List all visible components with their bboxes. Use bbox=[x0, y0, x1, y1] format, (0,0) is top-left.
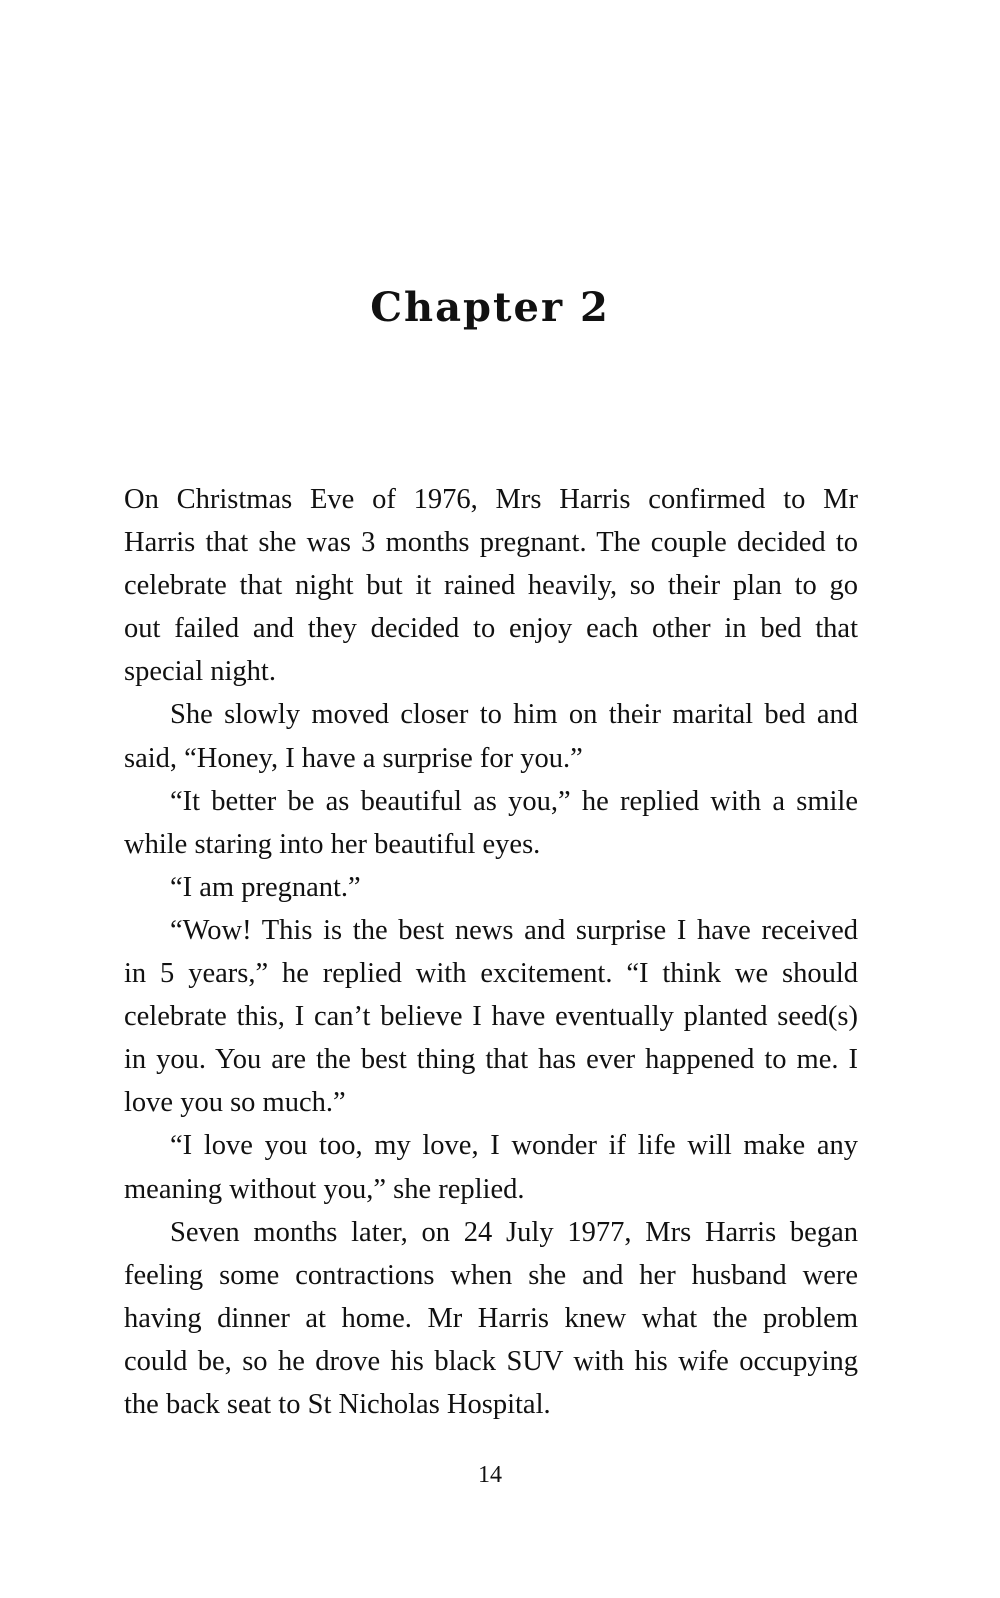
text-line: “I am pregnant.” bbox=[170, 871, 361, 903]
chapter-title: Chapter 2 bbox=[370, 284, 610, 331]
text-line: Harris that she was 3 months pregnant. The couple decided to bbox=[124, 527, 858, 559]
text-line: while staring into her beautiful eyes. bbox=[124, 828, 541, 860]
text-line: “I love you too, my love, I wonder if life will make any bbox=[170, 1130, 858, 1162]
text-line: in you. You are the best thing that has ever happened to me. I bbox=[124, 1044, 858, 1076]
text-line: the back seat to St Nicholas Hospital. bbox=[124, 1388, 551, 1420]
text-line: said, “Honey, I have a surprise for you.” bbox=[124, 742, 583, 774]
text-line: love you so much.” bbox=[124, 1087, 346, 1119]
text-line: having dinner at home. Mr Harris knew what the problem bbox=[124, 1302, 858, 1334]
text-line: special night. bbox=[124, 656, 276, 688]
text-line: in 5 years,” he replied with excitement. “I think we should bbox=[124, 958, 858, 990]
text-line: Seven months later, on 24 July 1977, Mrs Harris began bbox=[170, 1216, 858, 1248]
text-line: “It better be as beautiful as you,” he replied with a smile bbox=[170, 785, 858, 817]
page-number: 14 bbox=[478, 1462, 502, 1488]
text-line: meaning without you,” she replied. bbox=[124, 1173, 525, 1205]
text-line: On Christmas Eve of 1976, Mrs Harris confirmed to Mr bbox=[124, 484, 858, 515]
text-line: out failed and they decided to enjoy each other in bed that bbox=[124, 613, 858, 645]
text-line: “Wow! This is the best news and surprise I have received bbox=[170, 914, 858, 946]
text-line: celebrate that night but it rained heavily, so their plan to go bbox=[124, 570, 858, 602]
text-line: celebrate this, I can’t believe I have eventually planted seed(s) bbox=[124, 1001, 858, 1033]
text-line: She slowly moved closer to him on their marital bed and bbox=[170, 699, 858, 731]
chapter-body bbox=[124, 478, 858, 1426]
text-line: could be, so he drove his black SUV with his wife occupying bbox=[124, 1345, 858, 1377]
text-line: feeling some contractions when she and her husband were bbox=[124, 1259, 858, 1291]
